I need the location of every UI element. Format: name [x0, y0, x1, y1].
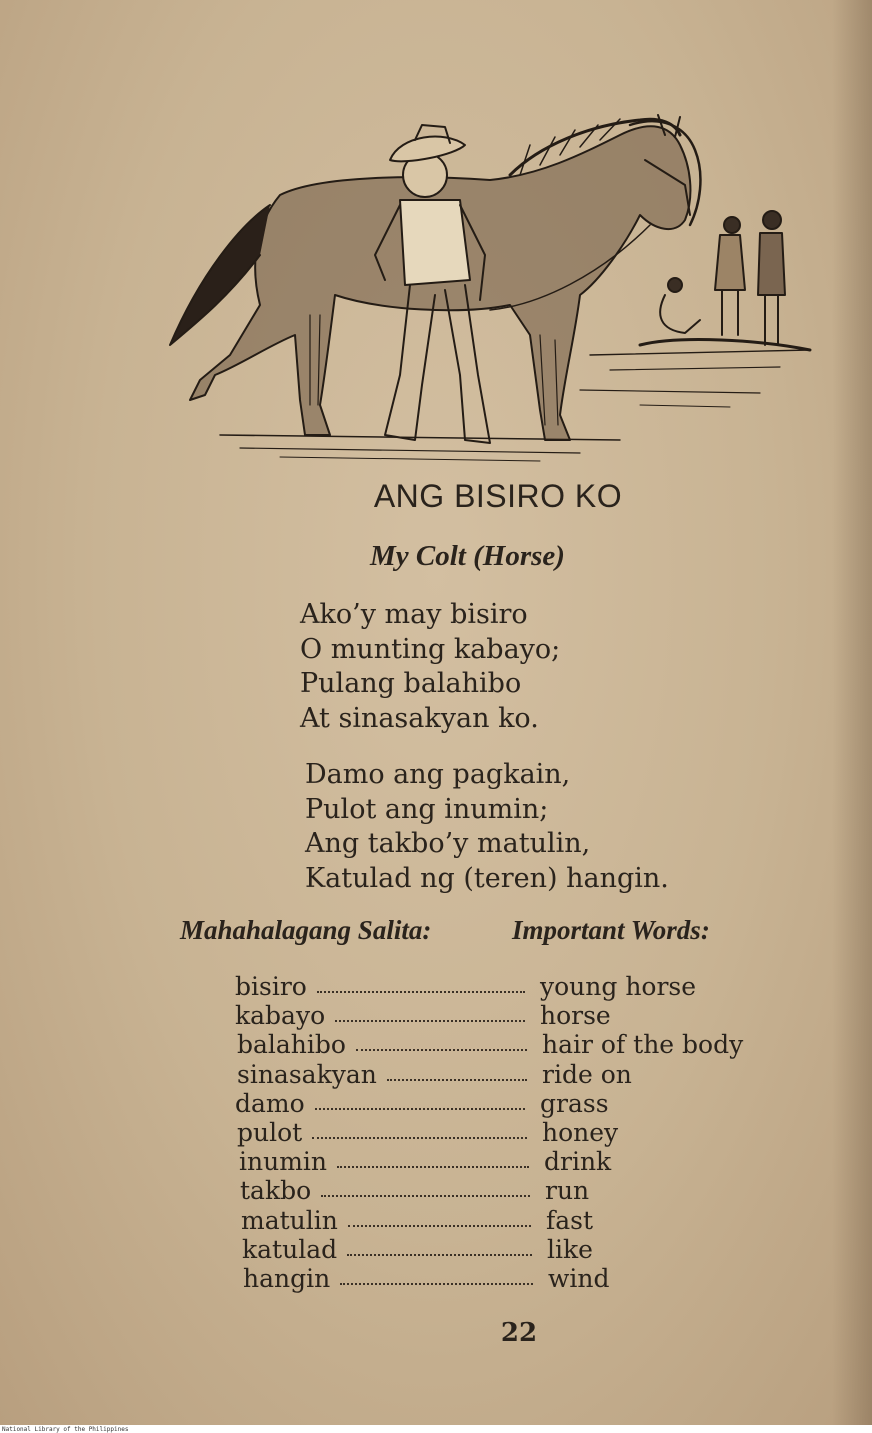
poem-subtitle: My Colt (Horse) [370, 540, 565, 572]
vocab-row [235, 1089, 795, 1118]
vocab-meaning: wind [548, 1263, 610, 1293]
vocab-heading-tagalog: Mahahalagang Salita: [180, 915, 432, 945]
vocab-word: inumin [239, 1147, 328, 1177]
poem-line: Ang takbo’y matulin, [305, 828, 591, 859]
dot-leader [348, 1225, 531, 1227]
vocab-row [240, 1176, 800, 1205]
vocab-meaning: drink [544, 1147, 612, 1177]
vocab-row [243, 1264, 803, 1293]
poem-line: Pulot ang inumin; [305, 793, 549, 825]
dot-leader [317, 991, 525, 993]
dot-leader [315, 1108, 525, 1110]
vocab-word: hangin [243, 1263, 331, 1293]
dot-leader [337, 1166, 529, 1168]
vocab-meaning: fast [546, 1205, 594, 1235]
vocab-meaning: run [545, 1176, 590, 1206]
page-number: 22 [500, 1318, 538, 1348]
vocab-row [241, 1206, 801, 1235]
vocab-word: sinasakyan [237, 1059, 377, 1089]
vocab-heading-english: Important Words: [512, 915, 710, 945]
vocab-meaning: young horse [540, 972, 697, 1001]
dot-leader [312, 1137, 527, 1139]
vocab-row [235, 972, 795, 1001]
vocab-meaning: hair of the body [542, 1030, 744, 1060]
poem-line: O munting kabayo; [300, 633, 561, 665]
vocab-list [235, 972, 795, 1293]
vocab-heading [180, 915, 710, 946]
vocab-word: matulin [241, 1205, 338, 1235]
vocab-row [237, 1060, 797, 1089]
vocab-word: katulad [242, 1234, 338, 1264]
poem-title: ANG BISIRO KO [373, 478, 623, 514]
vocab-meaning: honey [542, 1117, 619, 1147]
dot-leader [347, 1254, 532, 1256]
poem-line: Katulad ng (teren) hangin. [305, 862, 669, 894]
dot-leader [387, 1079, 527, 1081]
vocab-word: balahibo [237, 1030, 346, 1060]
vocab-row [242, 1235, 802, 1264]
poem-line: Pulang balahibo [300, 668, 522, 699]
dot-leader [321, 1195, 530, 1197]
vocab-meaning: horse [540, 1001, 611, 1031]
vocab-word: pulot [237, 1117, 303, 1147]
vocab-row [239, 1147, 799, 1176]
vocab-word: kabayo [235, 1001, 326, 1031]
vocab-meaning: ride on [542, 1059, 632, 1089]
dot-leader [356, 1049, 527, 1051]
library-footer: National Library of the Philippines [2, 1426, 129, 1433]
vocab-row [237, 1030, 797, 1059]
vocab-word: takbo [240, 1176, 312, 1206]
boy-leading-colt-illustration [160, 105, 830, 465]
vocab-meaning: like [547, 1234, 593, 1264]
poem-line: Ako’y may bisiro [300, 599, 528, 630]
poem-stanza [305, 758, 669, 896]
poem-line: Damo ang pagkain, [305, 759, 571, 790]
poem-stanza [300, 598, 560, 736]
dot-leader [340, 1283, 533, 1285]
vocab-word: bisiro [235, 972, 307, 1001]
poem-line: At sinasakyan ko. [300, 702, 539, 734]
vocab-row [237, 1118, 797, 1147]
vocab-row [235, 1001, 795, 1030]
vocab-meaning: grass [540, 1088, 609, 1118]
vocab-word: damo [235, 1088, 305, 1118]
dot-leader [335, 1020, 525, 1022]
